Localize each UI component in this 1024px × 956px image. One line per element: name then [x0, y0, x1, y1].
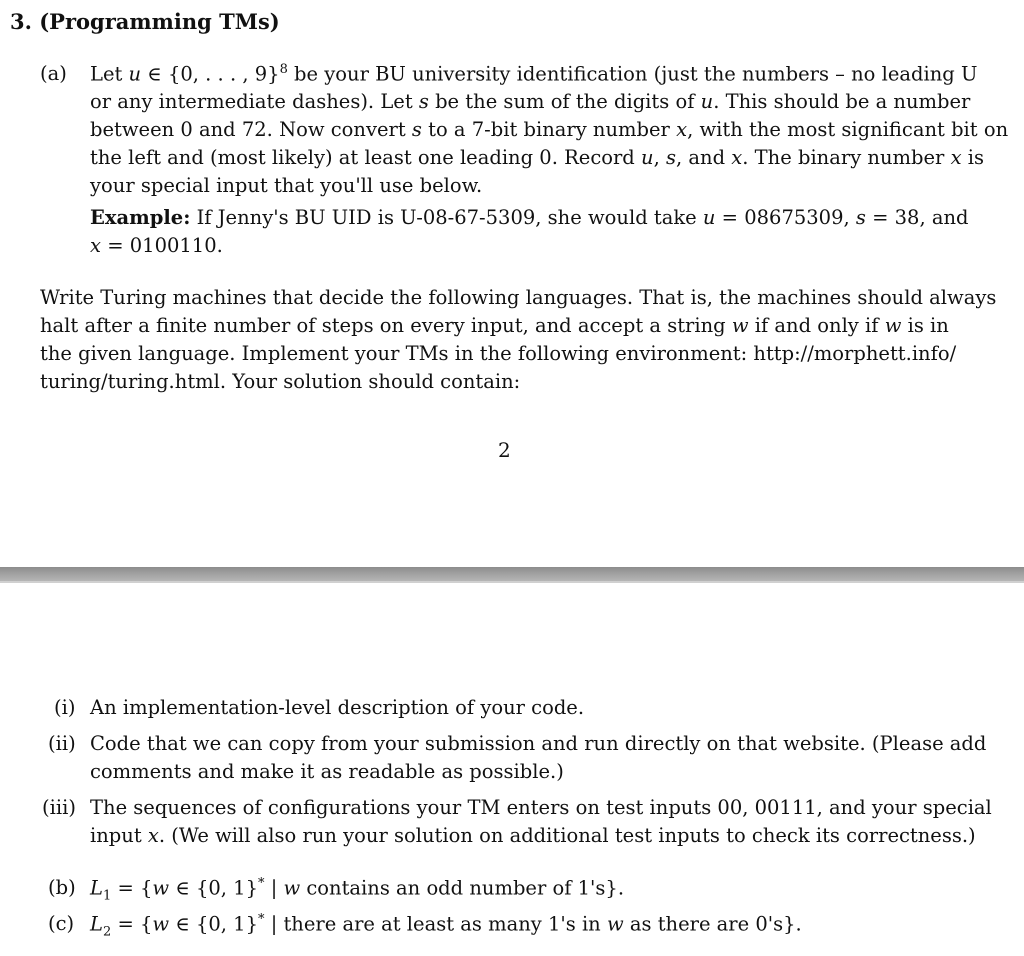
- example-label: Example:: [90, 206, 191, 229]
- paragraph-line-2: halt after a finite number of steps on every input, and accept a string w if and only if w is in: [40, 314, 949, 337]
- page-number: 2: [498, 438, 511, 462]
- part-b-definition: $L_1 = \{w$ ∈ {0, 1}* | w contains an odd number of 1's}.: [90, 876, 625, 904]
- item-iii-label: (iii): [42, 796, 76, 819]
- page-break-separator: [0, 567, 1024, 581]
- part-c-definition: $L_2 = \{w$ ∈ {0, 1}* | there are at least as many 1's in w as there are 0's}.: [90, 912, 802, 940]
- part-a-line-2: or any intermediate dashes). Let s be the sum of the digits of u. This should be a number: [90, 90, 971, 113]
- item-iii-line-2: input x. (We will also run your solution on additional test inputs to check its correctness.): [90, 824, 976, 847]
- item-iii-line-1: The sequences of configurations your TM enters on test inputs 00, 00111, and your special: [90, 796, 992, 819]
- item-ii-line-2: comments and make it as readable as possible.): [90, 760, 564, 783]
- question-heading: [10, 9, 280, 34]
- item-ii-label: (ii): [48, 732, 76, 755]
- item-ii-line-1: Code that we can copy from your submission and run directly on that website. (Please add: [90, 732, 987, 755]
- part-a-label: (a): [40, 62, 67, 85]
- example-line-2: x = 0100110.: [90, 234, 223, 257]
- paragraph-line-3: the given language. Implement your TMs in the following environment: http://morphett.info/: [40, 342, 957, 365]
- part-c-label: (c): [48, 912, 75, 935]
- question-title: (Programming TMs): [39, 9, 280, 34]
- part-a-line-3: between 0 and 72. Now convert s to a 7-bit binary number x, with the most significant bit on: [90, 118, 1009, 141]
- question-number: 3.: [10, 9, 32, 34]
- part-a-line-1: Let u ∈ {0, . . . , 9}$^8$ be your BU university identification (just the numbers – no leading U: [90, 62, 978, 86]
- paragraph-line-1: Write Turing machines that decide the following languages. That is, the machines should always: [40, 286, 997, 309]
- item-i-label: (i): [54, 696, 76, 719]
- example-line-1: Example: If Jenny's BU UID is U-08-67-5309, she would take u = 08675309, s = 38, and: [90, 206, 969, 229]
- part-a-line-5: your special input that you'll use below.: [90, 174, 483, 197]
- part-a-line-4: the left and (most likely) at least one leading 0. Record u, s, and x. The binary number x is: [90, 146, 985, 169]
- part-b-label: (b): [48, 876, 76, 899]
- item-i-text: An implementation-level description of your code.: [90, 696, 585, 719]
- paragraph-line-4: turing/turing.html. Your solution should contain:: [40, 370, 521, 393]
